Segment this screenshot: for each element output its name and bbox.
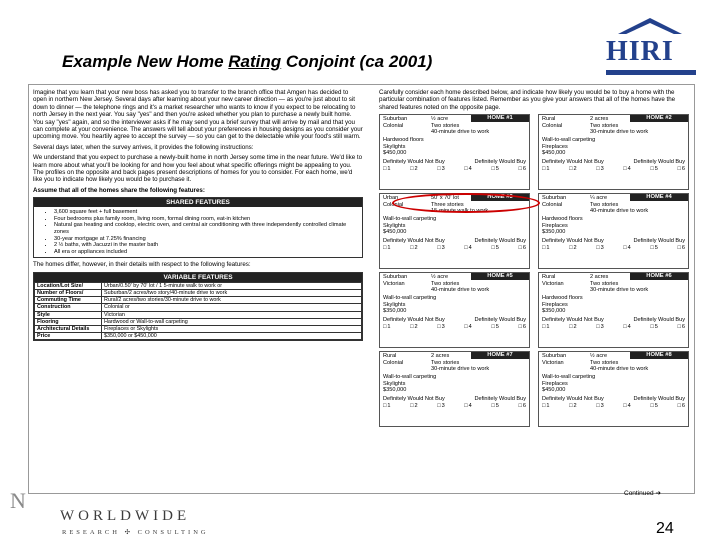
variable-feature-label: Number of Floors/ xyxy=(35,290,102,297)
home-lot: 50' x 70' lot xyxy=(431,195,459,202)
rating-box[interactable]: □ 5 xyxy=(650,166,658,173)
rating-box[interactable]: □ 2 xyxy=(410,403,418,410)
rating-box[interactable]: □ 1 xyxy=(383,166,391,173)
home-card xyxy=(538,114,689,190)
rating-box[interactable]: □ 1 xyxy=(383,324,391,331)
rating-box[interactable]: □ 3 xyxy=(437,324,445,331)
rating-box[interactable]: □ 5 xyxy=(491,166,499,173)
home-lot: 2 acres xyxy=(431,353,450,360)
rating-box[interactable]: □ 1 xyxy=(542,403,550,410)
response-not-buy: Definitely Would Not Buy xyxy=(542,158,604,165)
home-style: Victorian xyxy=(383,280,405,287)
rating-box[interactable]: □ 1 xyxy=(542,324,550,331)
home-detail: Skylights xyxy=(383,301,406,308)
home-name: HOME #6 xyxy=(630,273,688,280)
home-flooring: Wall-to-wall carpeting xyxy=(542,137,596,143)
worldwide-subtitle: RESEARCH ✣ CONSULTING xyxy=(62,529,209,536)
rating-box[interactable]: □ 1 xyxy=(542,245,550,252)
rating-scale xyxy=(542,245,685,252)
home-price: $450,000 xyxy=(542,150,566,157)
home-price: $350,000 xyxy=(383,387,407,394)
home-flooring: Wall-to-wall carpeting xyxy=(383,295,437,301)
response-buy: Definitely Would Buy xyxy=(633,158,685,165)
home-location: Suburban xyxy=(542,353,567,360)
home-style: Colonial xyxy=(383,122,404,129)
variable-feature-row xyxy=(35,304,362,311)
rating-box[interactable]: □ 3 xyxy=(437,403,445,410)
home-floors: Two stories xyxy=(590,201,619,208)
home-price: $350,000 xyxy=(542,308,566,315)
variable-feature-row xyxy=(35,282,362,289)
rating-box[interactable]: □ 5 xyxy=(650,403,658,410)
rating-box[interactable]: □ 2 xyxy=(569,324,577,331)
rating-box[interactable]: □ 6 xyxy=(518,324,526,331)
variable-feature-value: Suburban/2 acres/two story/40-minute drive to work xyxy=(102,290,362,297)
home-flooring: Wall-to-wall carpeting xyxy=(383,374,437,380)
home-floors: Two stories xyxy=(590,280,619,287)
worldwide-mark: N xyxy=(10,488,26,513)
home-style: Colonial xyxy=(383,201,404,208)
rating-scale xyxy=(542,166,685,173)
response-buy: Definitely Would Buy xyxy=(474,395,526,402)
several-days-text: Several days later, when the survey arrives, it provides the following instructions: xyxy=(33,143,254,151)
rating-scale xyxy=(383,166,526,173)
assume-text: Assume that all of the homes share the following features: xyxy=(33,186,205,194)
home-style: Victorian xyxy=(542,280,564,287)
home-commute: 40-minute drive to work xyxy=(590,208,649,215)
home-location: Urban xyxy=(383,195,399,202)
hiri-logo-roof-inner xyxy=(624,23,676,35)
rating-box[interactable]: □ 6 xyxy=(518,166,526,173)
rating-scale xyxy=(542,403,685,410)
home-lot: ¼ acre xyxy=(590,195,608,202)
home-lot: 2 acres xyxy=(590,116,609,123)
response-buy: Definitely Would Buy xyxy=(633,237,685,244)
variable-feature-label: Location/Lot Size/ xyxy=(35,282,102,289)
rating-box[interactable]: □ 4 xyxy=(464,403,472,410)
rating-box[interactable]: □ 5 xyxy=(491,245,499,252)
home-card xyxy=(379,272,530,348)
home-detail: Fireplaces xyxy=(542,301,568,308)
variable-feature-row xyxy=(35,326,362,333)
shared-feature-item: • 2 ½ baths, with Jacuzzi in the master bath xyxy=(54,242,362,249)
home-commute: 30-minute drive to work xyxy=(590,129,649,136)
rating-box[interactable]: □ 3 xyxy=(596,324,604,331)
shared-feature-item: • Natural gas heating and cooktop, electric oven, and central air conditioning with three independently controlled climate zones xyxy=(54,222,362,235)
home-price: $450,000 xyxy=(383,229,407,236)
home-card xyxy=(538,351,689,427)
variable-feature-value: Fireplaces or Skylights xyxy=(102,326,362,333)
response-not-buy: Definitely Would Not Buy xyxy=(383,158,445,165)
shared-feature-item: • 3,600 square feet + full basement xyxy=(54,209,362,216)
title-underlined-word: Rating xyxy=(228,52,282,71)
highlight-oval xyxy=(392,193,540,213)
rating-box[interactable]: □ 3 xyxy=(596,403,604,410)
home-commute: 40-minute drive to work xyxy=(431,287,490,294)
consider-text: Carefully consider each home described below, and indicate how likely you would be to buy a home with the particular combination of features listed. Remember as you give your answers that all of the homes have the shared features noted on the opposite page. xyxy=(379,89,676,111)
home-name: HOME #5 xyxy=(471,273,529,280)
variable-feature-label: Style xyxy=(35,311,102,318)
rating-box[interactable]: □ 1 xyxy=(383,403,391,410)
variable-features-box xyxy=(33,272,363,342)
response-buy: Definitely Would Buy xyxy=(474,316,526,323)
survey-right-column xyxy=(379,89,689,427)
worldwide-logo: WORLDWIDE xyxy=(60,508,191,524)
home-location: Rural xyxy=(542,116,556,123)
response-not-buy: Definitely Would Not Buy xyxy=(383,395,445,402)
response-not-buy: Definitely Would Not Buy xyxy=(542,237,604,244)
home-floors: Three stories xyxy=(431,201,464,208)
rating-scale xyxy=(383,245,526,252)
rating-box[interactable]: □ 3 xyxy=(596,166,604,173)
rating-box[interactable]: □ 4 xyxy=(623,166,631,173)
rating-scale xyxy=(542,324,685,331)
shared-features-box xyxy=(33,197,363,258)
home-detail: Fireplaces xyxy=(542,222,568,229)
response-buy: Definitely Would Buy xyxy=(474,158,526,165)
home-floors: Two stories xyxy=(431,122,460,129)
home-detail: Skylights xyxy=(383,222,406,229)
variable-feature-label: Construction xyxy=(35,304,102,311)
variable-feature-label: Commuting Time xyxy=(35,297,102,304)
home-name: HOME #4 xyxy=(630,194,688,201)
variable-feature-row xyxy=(35,333,362,340)
home-name: HOME #8 xyxy=(630,352,688,359)
home-floors: Two stories xyxy=(431,359,460,366)
home-lot: ½ acre xyxy=(590,353,608,360)
home-location: Rural xyxy=(542,274,556,281)
home-location: Rural xyxy=(383,353,397,360)
page-number: 24 xyxy=(656,520,674,537)
home-flooring: Hardwood floors xyxy=(542,295,583,301)
shared-feature-item: • 30-year mortgage at 7.25% financing xyxy=(54,236,362,243)
rating-box[interactable]: □ 4 xyxy=(464,166,472,173)
rating-box[interactable]: □ 5 xyxy=(650,245,658,252)
home-floors: Two stories xyxy=(590,122,619,129)
rating-box[interactable]: □ 2 xyxy=(569,245,577,252)
shared-feature-item: • Four bedrooms plus family room, living room, formal dining room, eat-in kitchen xyxy=(54,216,362,223)
response-not-buy: Definitely Would Not Buy xyxy=(383,237,445,244)
rating-box[interactable]: □ 6 xyxy=(677,166,685,173)
home-price: $450,000 xyxy=(383,150,407,157)
response-not-buy: Definitely Would Not Buy xyxy=(542,395,604,402)
rating-box[interactable]: □ 4 xyxy=(464,324,472,331)
rating-scale xyxy=(383,324,526,331)
home-card xyxy=(538,193,689,269)
home-card xyxy=(538,272,689,348)
home-lot: 2 acres xyxy=(590,274,609,281)
slide-title: Example New Home Rating Conjoint (ca 2001) xyxy=(62,52,433,71)
rating-box[interactable]: □ 6 xyxy=(518,245,526,252)
response-buy: Definitely Would Buy xyxy=(633,395,685,402)
home-flooring: Hardwood floors xyxy=(383,137,424,143)
rating-scale xyxy=(383,403,526,410)
continued-label: Continued ➔ xyxy=(624,490,661,497)
home-flooring: Wall-to-wall carpeting xyxy=(383,216,437,222)
scenario-text: Imagine that you learn that your new boss has asked you to transfer to the branch office that Amgen has decided to open in northern New Jersey. Several days after learning about your new career direction — as you're just about to sit down to dinner — the telephone rings and it's a market researcher who wants to know if you expect to be relocating to north Jersey in the next year. You say "yes" and then you're asked whether you plan to purchase a newly built home. You say "yes" again, and so the interviewer asks if he may send you a brief survey that will arrive by mail and that you can complete at your convenience. The answers will tell about your preferences in housing designs as you consider your upcoming move. You heartily agree to accept the survey — so you can get to the delectable while your food's still warm. xyxy=(33,89,363,141)
home-floors: Two stories xyxy=(431,280,460,287)
response-buy: Definitely Would Buy xyxy=(474,237,526,244)
shared-features-heading: SHARED FEATURES xyxy=(34,198,362,207)
rating-box[interactable]: □ 5 xyxy=(650,324,658,331)
variable-feature-label: Flooring xyxy=(35,318,102,325)
home-location: Suburban xyxy=(542,195,567,202)
rating-box[interactable]: □ 3 xyxy=(596,245,604,252)
home-name: HOME #7 xyxy=(471,352,529,359)
rating-box[interactable]: □ 5 xyxy=(491,403,499,410)
home-card xyxy=(379,114,530,190)
home-lot: ½ acre xyxy=(431,116,449,123)
home-name: HOME #2 xyxy=(630,115,688,122)
rating-box[interactable]: □ 4 xyxy=(464,245,472,252)
rating-box[interactable]: □ 6 xyxy=(518,403,526,410)
home-commute: 40-minute drive to work xyxy=(431,129,490,136)
shared-feature-item: • All era or appliances included xyxy=(54,249,362,256)
home-profiles-grid xyxy=(379,114,689,427)
rating-box[interactable]: □ 2 xyxy=(410,324,418,331)
home-style: Colonial xyxy=(542,122,563,129)
home-location: Suburban xyxy=(383,116,408,123)
home-name: HOME #1 xyxy=(471,115,529,122)
rating-box[interactable]: □ 6 xyxy=(677,403,685,410)
rating-box[interactable]: □ 5 xyxy=(491,324,499,331)
rating-box[interactable]: □ 4 xyxy=(623,245,631,252)
home-commute: 15-minute walk to work xyxy=(431,208,489,215)
survey-left-column xyxy=(33,89,363,341)
hiri-logo-tagline xyxy=(606,70,696,75)
rating-box[interactable]: □ 2 xyxy=(410,166,418,173)
home-detail: Fireplaces xyxy=(542,143,568,150)
variable-feature-label: Architectural Details xyxy=(35,326,102,333)
response-not-buy: Definitely Would Not Buy xyxy=(383,316,445,323)
home-flooring: Hardwood floors xyxy=(542,216,583,222)
rating-box[interactable]: □ 2 xyxy=(410,245,418,252)
rating-box[interactable]: □ 4 xyxy=(623,324,631,331)
rating-box[interactable]: □ 2 xyxy=(569,403,577,410)
variable-feature-value: $350,000 or $450,000 xyxy=(102,333,362,340)
variable-feature-row xyxy=(35,290,362,297)
rating-box[interactable]: □ 4 xyxy=(623,403,631,410)
rating-box[interactable]: □ 6 xyxy=(677,245,685,252)
variable-feature-row xyxy=(35,297,362,304)
home-commute: 30-minute drive to work xyxy=(590,287,649,294)
variable-features-table xyxy=(34,282,362,341)
home-floors: Two stories xyxy=(590,359,619,366)
home-detail: Skylights xyxy=(383,380,406,387)
home-lot: ½ acre xyxy=(431,274,449,281)
rating-box[interactable]: □ 3 xyxy=(437,166,445,173)
variable-feature-label: Price xyxy=(35,333,102,340)
home-commute: 40-minute drive to work xyxy=(590,366,649,373)
home-location: Suburban xyxy=(383,274,408,281)
home-style: Colonial xyxy=(542,201,563,208)
variable-feature-value: Hardwood or Wall-to-wall carpeting xyxy=(102,318,362,325)
home-detail: Fireplaces xyxy=(542,380,568,387)
variable-feature-value: Urban/0.50' by 70' lot / 1 5-minute walk to work or xyxy=(102,282,362,289)
home-detail: Skylights xyxy=(383,143,406,150)
home-price: $350,000 xyxy=(383,308,407,315)
home-style: Victorian xyxy=(542,359,564,366)
home-price: $450,000 xyxy=(542,387,566,394)
rating-box[interactable]: □ 6 xyxy=(677,324,685,331)
response-buy: Definitely Would Buy xyxy=(633,316,685,323)
variable-feature-value: Victorian xyxy=(102,311,362,318)
variable-feature-value: Colonial or xyxy=(102,304,362,311)
survey-document xyxy=(28,84,695,494)
instructions-text: We understand that you expect to purchase a newly-built home in north Jersey some time in the near future. We'd like to learn more about what you'll be looking for and how you feel about what specific offerings might be appealing to you. The profiles on the opposite and back pages present descriptions of homes for you to consider. For each home, we'd like you to indicate how likely you would be to purchase it. xyxy=(33,154,363,184)
home-style: Colonial xyxy=(383,359,404,366)
variable-feature-value: Rural/2 acres/two stories/30-minute drive to work xyxy=(102,297,362,304)
differ-text: The homes differ, however, in their details with respect to the following features: xyxy=(33,261,251,269)
hiri-logo: HIRI xyxy=(606,36,674,67)
home-price: $350,000 xyxy=(542,229,566,236)
variable-feature-row xyxy=(35,311,362,318)
variable-feature-row xyxy=(35,318,362,325)
response-not-buy: Definitely Would Not Buy xyxy=(542,316,604,323)
rating-box[interactable]: □ 2 xyxy=(569,166,577,173)
rating-box[interactable]: □ 1 xyxy=(542,166,550,173)
home-flooring: Wall-to-wall carpeting xyxy=(542,374,596,380)
rating-box[interactable]: □ 1 xyxy=(383,245,391,252)
home-name: HOME #3 xyxy=(471,194,529,201)
rating-box[interactable]: □ 3 xyxy=(437,245,445,252)
shared-features-list xyxy=(34,209,362,255)
home-card xyxy=(379,351,530,427)
home-commute: 30-minute drive to work xyxy=(431,366,490,373)
variable-features-heading: VARIABLE FEATURES xyxy=(34,273,362,282)
